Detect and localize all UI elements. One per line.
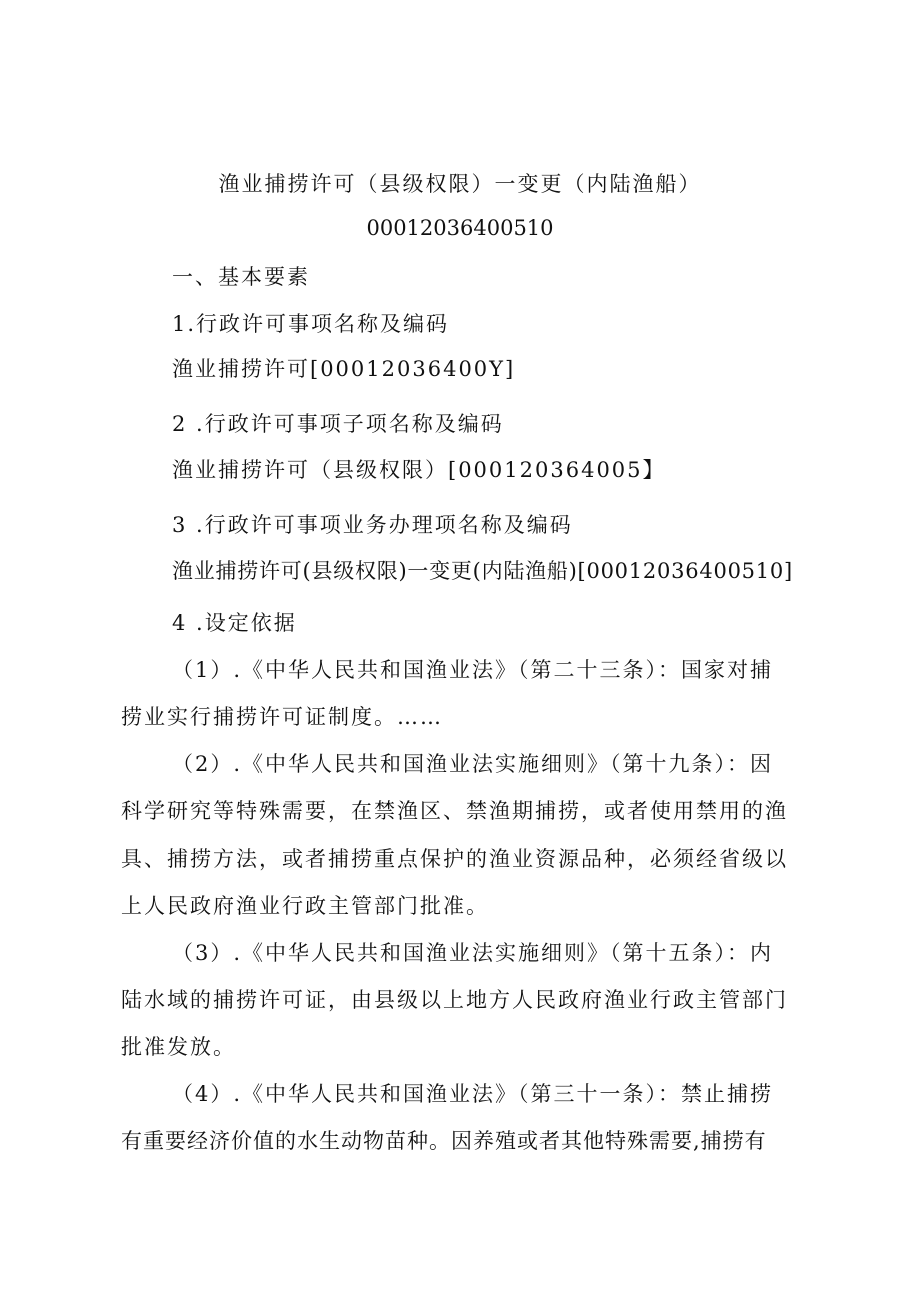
item-4-heading: 4 .设定依据 <box>172 611 297 635</box>
basis-1-line-1: （1）.《中华人民共和国渔业法》（第二十三条）：国家对捕 <box>172 658 774 682</box>
basis-4-line-2: 有重要经济价值的水生动物苗种。因养殖或者其他特殊需要,捕捞有 <box>121 1129 767 1153</box>
basis-2-line-2: 科学研究等特殊需要，在禁渔区、禁渔期捕捞，或者使用禁用的渔 <box>121 799 788 823</box>
basis-1-line-2: 捞业实行捕捞许可证制度。…… <box>121 705 443 729</box>
document-title: 渔业捕捞许可（县级权限）一变更（内陆渔船） <box>218 172 702 196</box>
item-3-heading: 3 .行政许可事项业务办理项名称及编码 <box>172 513 573 537</box>
basis-3-line-1: （3）.《中华人民共和国渔业法实施细则》（第十五条）：内 <box>172 941 774 965</box>
basis-3-line-3: 批准发放。 <box>121 1035 236 1059</box>
basis-2-line-4: 上人民政府渔业行政主管部门批准。 <box>121 894 489 918</box>
basis-3-line-2: 陆水域的捕捞许可证，由县级以上地方人民政府渔业行政主管部门 <box>121 988 788 1012</box>
item-2-value: 渔业捕捞许可（县级权限）[000120364005】 <box>172 458 666 482</box>
document-code: 00012036400510 <box>366 216 554 240</box>
item-3-value: 渔业捕捞许可(县级权限)一变更(内陆渔船)[00012036400510] <box>172 559 793 583</box>
section-heading: 一、基本要素 <box>172 265 310 289</box>
item-1-value: 渔业捕捞许可[00012036400Y] <box>172 357 516 381</box>
item-2-heading: 2 .行政许可事项子项名称及编码 <box>172 412 504 436</box>
item-1-heading: 1.行政许可事项名称及编码 <box>172 312 450 336</box>
basis-2-line-3: 具、捕捞方法，或者捕捞重点保护的渔业资源品种，必须经省级以 <box>121 847 788 871</box>
basis-4-line-1: （4）.《中华人民共和国渔业法》（第三十一条）：禁止捕捞 <box>172 1082 774 1106</box>
basis-2-line-1: （2）.《中华人民共和国渔业法实施细则》（第十九条）：因 <box>172 752 774 776</box>
